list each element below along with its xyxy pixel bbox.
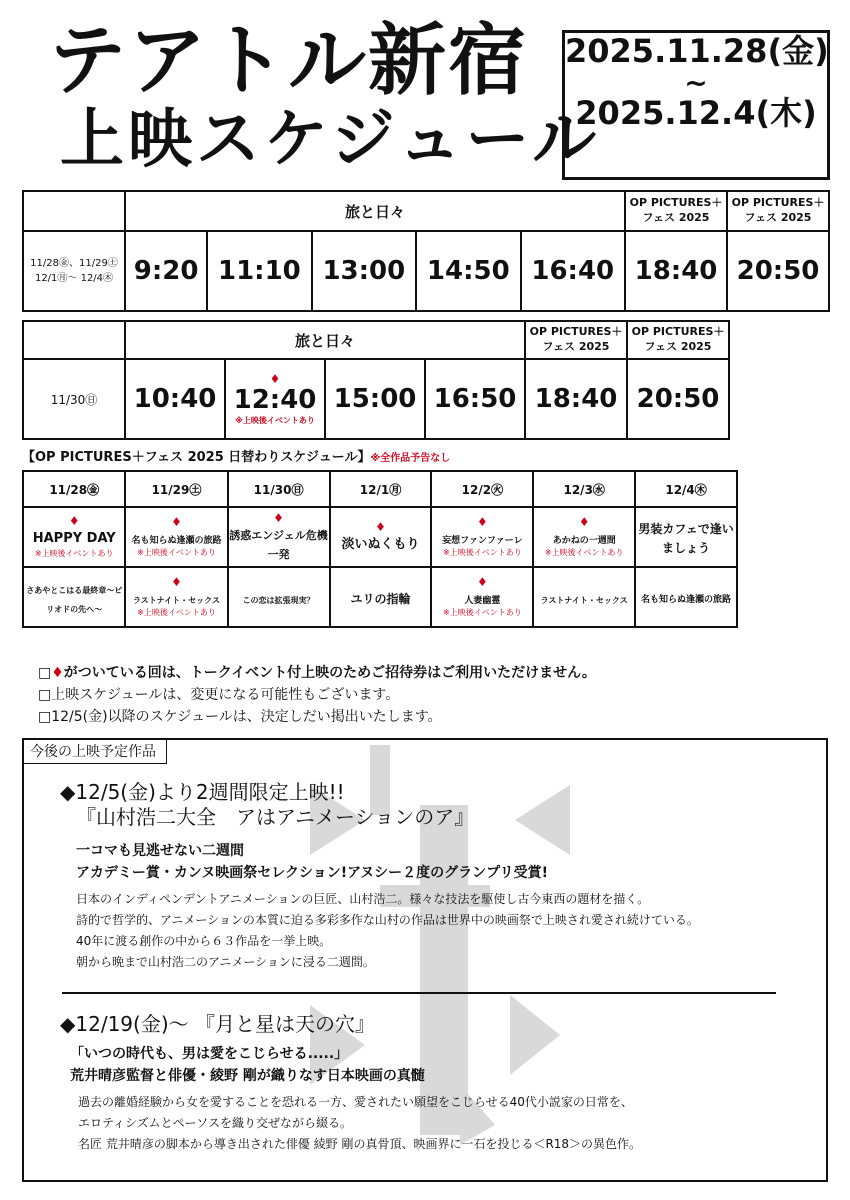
day-header: 11/28㊎: [23, 471, 125, 507]
film-header-op: OP PICTURES＋ フェス 2025: [625, 191, 727, 231]
film-cell: [330, 567, 432, 627]
schedule-table-1130: [22, 320, 730, 440]
film-title: あかねの一週間: [552, 535, 616, 546]
day-header: 12/2㊋: [431, 471, 533, 507]
date-label: [23, 231, 125, 311]
event-diamond-icon: ♦: [68, 514, 80, 529]
event-note: ※上映後イベントあり: [235, 415, 315, 425]
film-cell: [125, 567, 227, 627]
showtime: 11:10: [207, 231, 311, 311]
event-note: ※上映後イベントあり: [137, 608, 216, 617]
date-label: 11/30㊐: [23, 359, 125, 439]
film-title: 男装カフェで逢いましょう: [638, 522, 734, 555]
film-cell: [125, 507, 227, 567]
event-diamond-icon: ♦: [171, 514, 182, 529]
body-line: 日本のインディペンデントアニメーションの巨匠、山村浩二。様々な技法を駆使し古今東西の題材を描く。: [76, 891, 650, 906]
film-title: 誘惑エンジェル危機一発: [229, 529, 328, 561]
film-header-op: OP PICTURES＋ フェス 2025: [525, 321, 627, 359]
showtime: 20:50: [727, 231, 829, 311]
showtime: 13:00: [312, 231, 416, 311]
body-line: 過去の離婚経験から女を愛することを恐れる一方、愛されたい願望をこじらせる40代小説家の日常を、: [78, 1094, 633, 1109]
event-note: ※上映後イベントあり: [443, 548, 522, 558]
body-line: エロティシズムとペーソスを織り交ぜながら綴る。: [78, 1115, 352, 1130]
tagline: 荒井晴彦監督と俳優・綾野 剛が織りなす日本映画の真髄: [70, 1068, 425, 1085]
film-header-tabi: 旅と日々: [125, 321, 525, 359]
film-cell: [228, 567, 330, 627]
date-separator: ~: [684, 65, 708, 99]
film-title: この恋は拡張現実？: [242, 595, 315, 605]
film-title: 名も知らぬ逢瀬の旅路: [131, 535, 222, 546]
film-title: HAPPY DAY: [32, 531, 116, 547]
event-diamond-icon: ♦: [273, 511, 284, 525]
film-cell: [23, 567, 125, 627]
day-header: 12/4㊍: [635, 471, 737, 507]
showtime: 16:50: [425, 359, 525, 439]
film-title: 淡いぬくもり: [341, 536, 420, 552]
op-schedule-note: ※全作品予告なし: [370, 453, 451, 464]
upcoming-section-1: [60, 780, 699, 973]
divider: [62, 992, 776, 994]
film-cell: [635, 507, 737, 567]
showtime: 16:40: [521, 231, 625, 311]
day-header: 12/3㊌: [533, 471, 635, 507]
body-line: 名匠 荒井晴彦の脚本から導き出された俳優 綾野 剛の真骨頂、映画界に一石を投じる＜R18＞の異色作。: [78, 1136, 642, 1151]
note-text: がついている回は、トークイベント付上映のためご招待券はご利用いただけません。: [63, 665, 596, 681]
checkbox-icon: □: [38, 665, 52, 681]
date-end: 2025.12.4(木): [575, 93, 817, 132]
film-cell: [228, 507, 330, 567]
film-title: ラストナイト・セックス: [132, 596, 221, 605]
event-diamond-icon: ♦: [375, 519, 386, 534]
event-note: ※上映後イベントあり: [137, 548, 216, 558]
date-label-line1: 11/28㊎、11/29㊏: [30, 258, 118, 269]
section-heading: ◆12/19(金)～ 『月と星は天の穴』: [60, 1012, 375, 1036]
note-line: □上映スケジュールは、変更になる可能性もございます。: [38, 687, 400, 703]
film-cell: [431, 567, 533, 627]
event-diamond-icon: ♦: [269, 371, 281, 386]
event-diamond-icon: ♦: [578, 514, 590, 529]
film-title: さあやとこはる最終章～ピリオドの先へ～: [26, 586, 123, 614]
tagline: 一コマも見逃せない二週間: [76, 843, 244, 859]
body-line: 詩的で哲学的、アニメーションの本質に迫る多彩多作な山村の作品は世界中の映画祭で上映され愛され続けている。: [76, 912, 699, 927]
event-note: ※上映後イベントあり: [34, 548, 114, 558]
event-diamond-icon: ♦: [476, 514, 488, 529]
event-diamond-icon: ♦: [51, 665, 64, 681]
tagline: アカデミー賞・カンヌ映画祭セレクション!アヌシー２度のグランプリ受賞!: [76, 865, 548, 882]
showtime: 9:20: [125, 231, 207, 311]
showtime: 15:00: [325, 359, 425, 439]
note-line: [38, 662, 596, 684]
corner-cell: [23, 321, 125, 359]
showtime: 14:50: [416, 231, 520, 311]
day-header: 11/29㊏: [125, 471, 227, 507]
showtime: 18:40: [625, 231, 727, 311]
day-header: 12/1㊊: [330, 471, 432, 507]
film-title: ユリの指輪: [350, 591, 411, 606]
film-cell: [431, 507, 533, 567]
film-title: 妄想ファンファーレ: [442, 535, 523, 546]
showtime: 10:40: [125, 359, 225, 439]
film-cell: [533, 507, 635, 567]
showtime: 20:50: [627, 359, 729, 439]
day-header: 11/30㊐: [228, 471, 330, 507]
date-label-line2: 12/1㊊～ 12/4㊍: [34, 273, 114, 284]
film-cell: [330, 507, 432, 567]
film-header-op: OP PICTURES＋ フェス 2025: [727, 191, 829, 231]
page-title: 上映スケジュール: [60, 103, 601, 177]
note-line: □12/5(金)以降のスケジュールは、決定しだい掲出いたします。: [38, 709, 442, 725]
showtime: 12:40: [233, 384, 317, 415]
film-title: 名も知らぬ逢瀬の旅路: [641, 595, 732, 606]
theater-name: テアトル新宿: [48, 16, 529, 106]
event-diamond-icon: ♦: [171, 575, 182, 589]
film-header-tabi: 旅と日々: [125, 191, 625, 231]
notes: [38, 662, 596, 728]
body-line: 40年に渡る創作の中から６３作品を一挙上映。: [76, 933, 332, 948]
film-title: ラストナイト・セックス: [540, 595, 628, 605]
film-cell: [23, 507, 125, 567]
film-cell: [533, 567, 635, 627]
showtime-event: [225, 359, 325, 439]
upcoming-tag: 今後の上映予定作品: [24, 740, 167, 764]
upcoming-section-2: [60, 1012, 641, 1155]
film-title: 『山村浩二大全 アはアニメーションのア』: [76, 805, 475, 829]
film-title: 人妻幽霊: [464, 595, 501, 606]
showtime: 18:40: [525, 359, 627, 439]
op-schedule-heading: 【OP PICTURES＋フェス 2025 日替わりスケジュール】: [22, 450, 371, 465]
event-note: ※上映後イベントあり: [544, 548, 624, 558]
body-line: 朝から晩まで山村浩二のアニメーションに浸る二週間。: [76, 954, 375, 969]
date-range-box: [562, 30, 830, 180]
film-header-op: OP PICTURES＋ フェス 2025: [627, 321, 729, 359]
schedule-table-weekdays: [22, 190, 830, 312]
op-daily-schedule-table: [22, 470, 738, 628]
corner-cell: [23, 191, 125, 231]
event-note: ※上映後イベントあり: [443, 608, 522, 618]
date-start: 2025.11.28(金): [565, 32, 829, 70]
event-diamond-icon: ♦: [476, 574, 488, 589]
section-heading: ◆12/5(金)より2週間限定上映!!: [60, 780, 345, 804]
tagline: 「いつの時代も、男は愛をこじらせる.....」: [70, 1046, 349, 1062]
op-schedule-title: [22, 446, 450, 465]
film-cell: [635, 567, 737, 627]
